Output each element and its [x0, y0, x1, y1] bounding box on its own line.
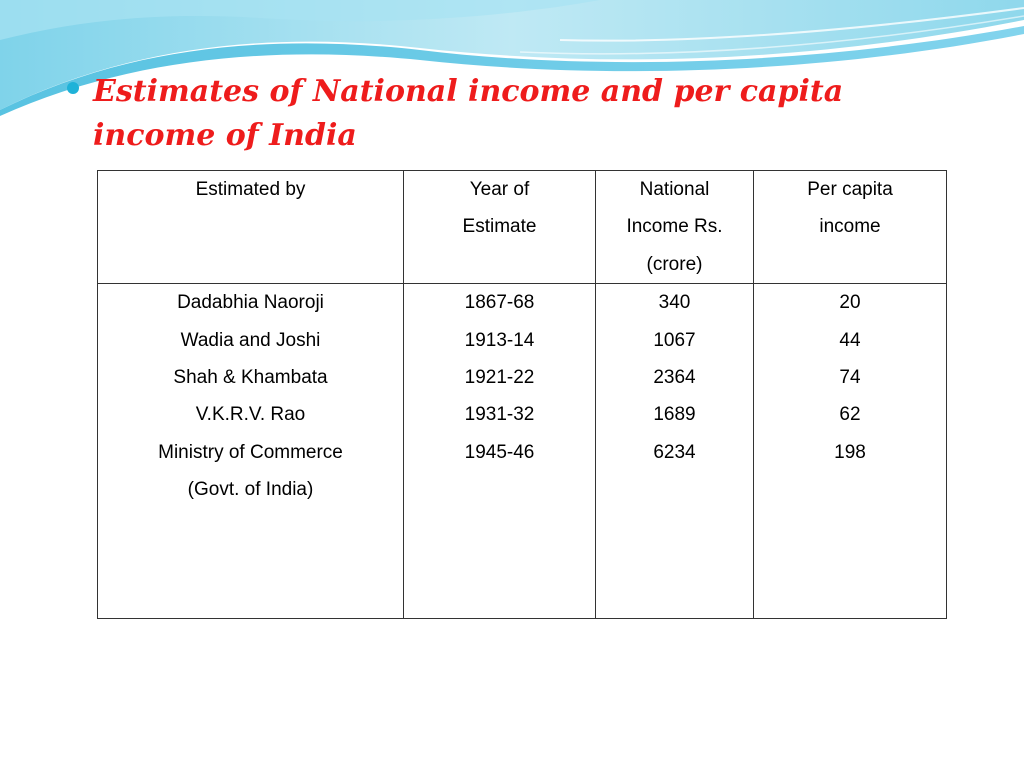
header-per-capita-income: [754, 171, 947, 284]
header-line: Estimated by: [195, 179, 306, 200]
table-header-row: [98, 171, 947, 284]
year-value: 1921-22: [464, 367, 535, 389]
year-value: 1945-46: [464, 441, 535, 463]
slide-title: [93, 70, 993, 158]
header-line: Estimate: [462, 216, 537, 238]
slide-title-line-1: Estimates of National income and per capita: [93, 74, 844, 109]
column-estimated-by: [98, 284, 404, 619]
estimator-name: Dadabhia Naoroji: [177, 292, 324, 314]
national-income-value: 1067: [653, 329, 696, 351]
year-value: 1913-14: [464, 329, 535, 351]
header-line: (crore): [646, 253, 703, 275]
national-income-value: 1689: [653, 404, 696, 426]
year-value: 1867-68: [464, 292, 535, 314]
header-year-of-estimate: [404, 171, 596, 284]
table-body-row: [98, 284, 947, 619]
header-line: income: [819, 216, 881, 238]
estimator-name: Wadia and Joshi: [180, 329, 321, 351]
year-value: 1931-32: [464, 404, 535, 426]
estimator-name: V.K.R.V. Rao: [195, 404, 306, 426]
national-income-value: 6234: [653, 441, 696, 463]
estimator-name: (Govt. of India): [187, 479, 314, 501]
column-per-capita: [754, 284, 947, 619]
header-line: Per capita: [807, 179, 893, 200]
column-national-income: [596, 284, 754, 619]
header-line: Year of: [469, 179, 530, 200]
per-capita-value: 74: [839, 367, 861, 389]
header-estimated-by: [98, 171, 404, 284]
national-income-value: 340: [658, 292, 691, 314]
per-capita-value: 198: [834, 441, 866, 463]
estimator-name: Ministry of Commerce: [158, 441, 343, 463]
per-capita-value: 20: [839, 292, 861, 314]
header-national-income: [596, 171, 754, 284]
per-capita-value: 44: [839, 329, 861, 351]
slide-title-line-2: income of India: [93, 118, 357, 153]
header-line: Income Rs.: [626, 216, 723, 238]
header-line: National: [639, 179, 710, 200]
estimator-name: Shah & Khambata: [173, 367, 328, 389]
income-estimates-table: [97, 170, 947, 619]
circle-bullet-icon: [67, 82, 79, 94]
column-year: [404, 284, 596, 619]
per-capita-value: 62: [839, 404, 861, 426]
national-income-value: 2364: [653, 367, 696, 389]
